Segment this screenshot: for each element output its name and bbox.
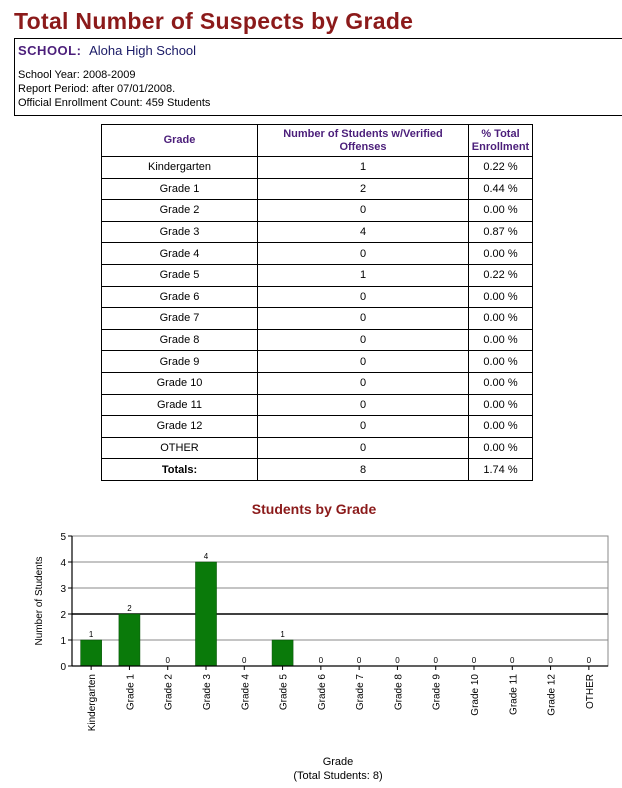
table-row <box>102 416 533 438</box>
x-tick-label: Grade 12 <box>546 674 558 716</box>
x-tick-label: Kindergarten <box>87 674 99 732</box>
bar <box>81 640 102 666</box>
grade-cell: Grade 11 <box>102 394 258 416</box>
grade-cell: Grade 1 <box>102 178 258 200</box>
percent-cell: 0.00 % <box>469 243 533 265</box>
enrollment-count: Official Enrollment Count: 459 Students <box>18 97 211 109</box>
data-label: 0 <box>242 656 247 665</box>
grade-cell: OTHER <box>102 437 258 459</box>
totals-percent: 1.74 % <box>469 459 533 481</box>
x-tick-label: Grade 11 <box>508 674 520 715</box>
data-label: 0 <box>165 656 170 665</box>
y-tick-label: 2 <box>60 610 66 621</box>
count-cell: 0 <box>258 394 469 416</box>
count-cell: 4 <box>258 221 469 243</box>
totals-count: 8 <box>258 459 469 481</box>
data-label: 0 <box>471 656 477 665</box>
percent-cell: 0.00 % <box>469 200 533 222</box>
table-row <box>102 264 533 286</box>
table-row <box>102 157 533 179</box>
totals-row <box>102 459 533 481</box>
grade-cell: Grade 7 <box>102 308 258 330</box>
x-tick-label: Grade 5 <box>278 674 290 711</box>
percent-cell: 0.00 % <box>469 286 533 308</box>
percent-cell: 0.22 % <box>469 264 533 286</box>
percent-cell: 0.22 % <box>469 157 533 179</box>
grade-cell: Grade 10 <box>102 372 258 394</box>
percent-cell: 0.00 % <box>469 329 533 351</box>
percent-cell: 0.00 % <box>469 351 533 373</box>
percent-cell: 0.87 % <box>469 221 533 243</box>
percent-cell: 0.00 % <box>469 416 533 438</box>
x-tick-label: Grade 8 <box>393 674 405 711</box>
y-tick-label: 3 <box>60 584 66 595</box>
grades-table <box>101 124 533 481</box>
x-axis-total-label: (Total Students: 8) <box>293 770 383 782</box>
percent-cell: 0.00 % <box>469 394 533 416</box>
count-cell: 0 <box>258 351 469 373</box>
data-label: 0 <box>395 656 400 665</box>
bar <box>119 614 140 666</box>
table-row <box>102 329 533 351</box>
grade-cell: Kindergarten <box>102 157 258 179</box>
grade-cell: Grade 12 <box>102 416 258 438</box>
data-label: 0 <box>586 656 592 665</box>
school-label: SCHOOL: <box>18 43 82 58</box>
percent-cell: 0.00 % <box>469 437 533 459</box>
x-axis-label: Grade <box>322 756 354 768</box>
percent-column-header: % Total Enrollment <box>469 125 533 157</box>
data-label: 1 <box>88 630 94 639</box>
data-label: 1 <box>280 630 285 639</box>
table-row <box>102 221 533 243</box>
count-cell: 0 <box>258 329 469 351</box>
y-tick-label: 1 <box>60 636 66 647</box>
plot-area <box>72 536 608 666</box>
table-row <box>102 351 533 373</box>
count-cell: 0 <box>258 200 469 222</box>
data-label: 0 <box>318 656 324 665</box>
count-cell: 0 <box>258 286 469 308</box>
x-tick-label: Grade 4 <box>240 674 252 711</box>
grade-cell: Grade 5 <box>102 264 258 286</box>
percent-cell: 0.00 % <box>469 372 533 394</box>
count-cell: 0 <box>258 308 469 330</box>
x-tick-label: Grade 9 <box>431 674 443 711</box>
table-row <box>102 394 533 416</box>
percent-cell: 0.44 % <box>469 178 533 200</box>
y-axis-label: Number of Students <box>34 556 45 646</box>
table-row <box>102 178 533 200</box>
x-tick-label: OTHER <box>584 674 596 709</box>
table-row <box>102 308 533 330</box>
count-cell: 0 <box>258 416 469 438</box>
y-tick-label: 4 <box>60 558 66 569</box>
data-label: 0 <box>510 656 515 665</box>
count-cell: 2 <box>258 178 469 200</box>
x-tick-label: Grade 10 <box>470 674 481 716</box>
data-label: 0 <box>356 656 362 665</box>
totals-label: Totals: <box>102 459 258 481</box>
x-tick-label: Grade 6 <box>316 674 328 711</box>
table-row <box>102 372 533 394</box>
grade-cell: Grade 3 <box>102 221 258 243</box>
percent-cell: 0.00 % <box>469 308 533 330</box>
count-cell: 1 <box>258 264 469 286</box>
page-title: Total Number of Suspects by Grade <box>14 8 414 34</box>
grade-cell: Grade 6 <box>102 286 258 308</box>
bar <box>195 562 216 666</box>
bar <box>272 640 293 666</box>
x-tick-label: Grade 2 <box>163 674 175 711</box>
chart-title: Students by Grade <box>251 501 377 517</box>
grade-cell: Grade 8 <box>102 329 258 351</box>
table-row <box>102 243 533 265</box>
report-period: Report Period: after 07/01/2008. <box>18 83 176 95</box>
bar-chart <box>0 490 622 788</box>
count-cell: 1 <box>258 157 469 179</box>
table-row <box>102 200 533 222</box>
table-row <box>102 437 533 459</box>
y-tick-label: 5 <box>60 532 66 543</box>
table-header-row <box>102 125 533 157</box>
x-tick-label: Grade 3 <box>202 674 213 711</box>
grade-cell: Grade 9 <box>102 351 258 373</box>
grade-column-header: Grade <box>102 125 258 157</box>
table-row <box>102 286 533 308</box>
data-label: 2 <box>127 604 132 613</box>
x-tick-label: Grade 7 <box>355 674 367 711</box>
school-name: Aloha High School <box>89 43 197 58</box>
grade-cell: Grade 2 <box>102 200 258 222</box>
school-info-box <box>14 38 622 116</box>
data-label: 0 <box>548 656 553 665</box>
count-cell: 0 <box>258 243 469 265</box>
count-cell: 0 <box>258 372 469 394</box>
grade-cell: Grade 4 <box>102 243 258 265</box>
data-label: 0 <box>433 656 438 665</box>
school-line <box>18 43 196 58</box>
x-tick-label: Grade 1 <box>125 674 137 711</box>
offenses-column-header: Number of Students w/Verified Offenses <box>258 125 469 157</box>
school-year: School Year: 2008-2009 <box>18 69 136 81</box>
data-label: 4 <box>203 552 209 561</box>
count-cell: 0 <box>258 437 469 459</box>
y-tick-label: 0 <box>60 662 66 673</box>
